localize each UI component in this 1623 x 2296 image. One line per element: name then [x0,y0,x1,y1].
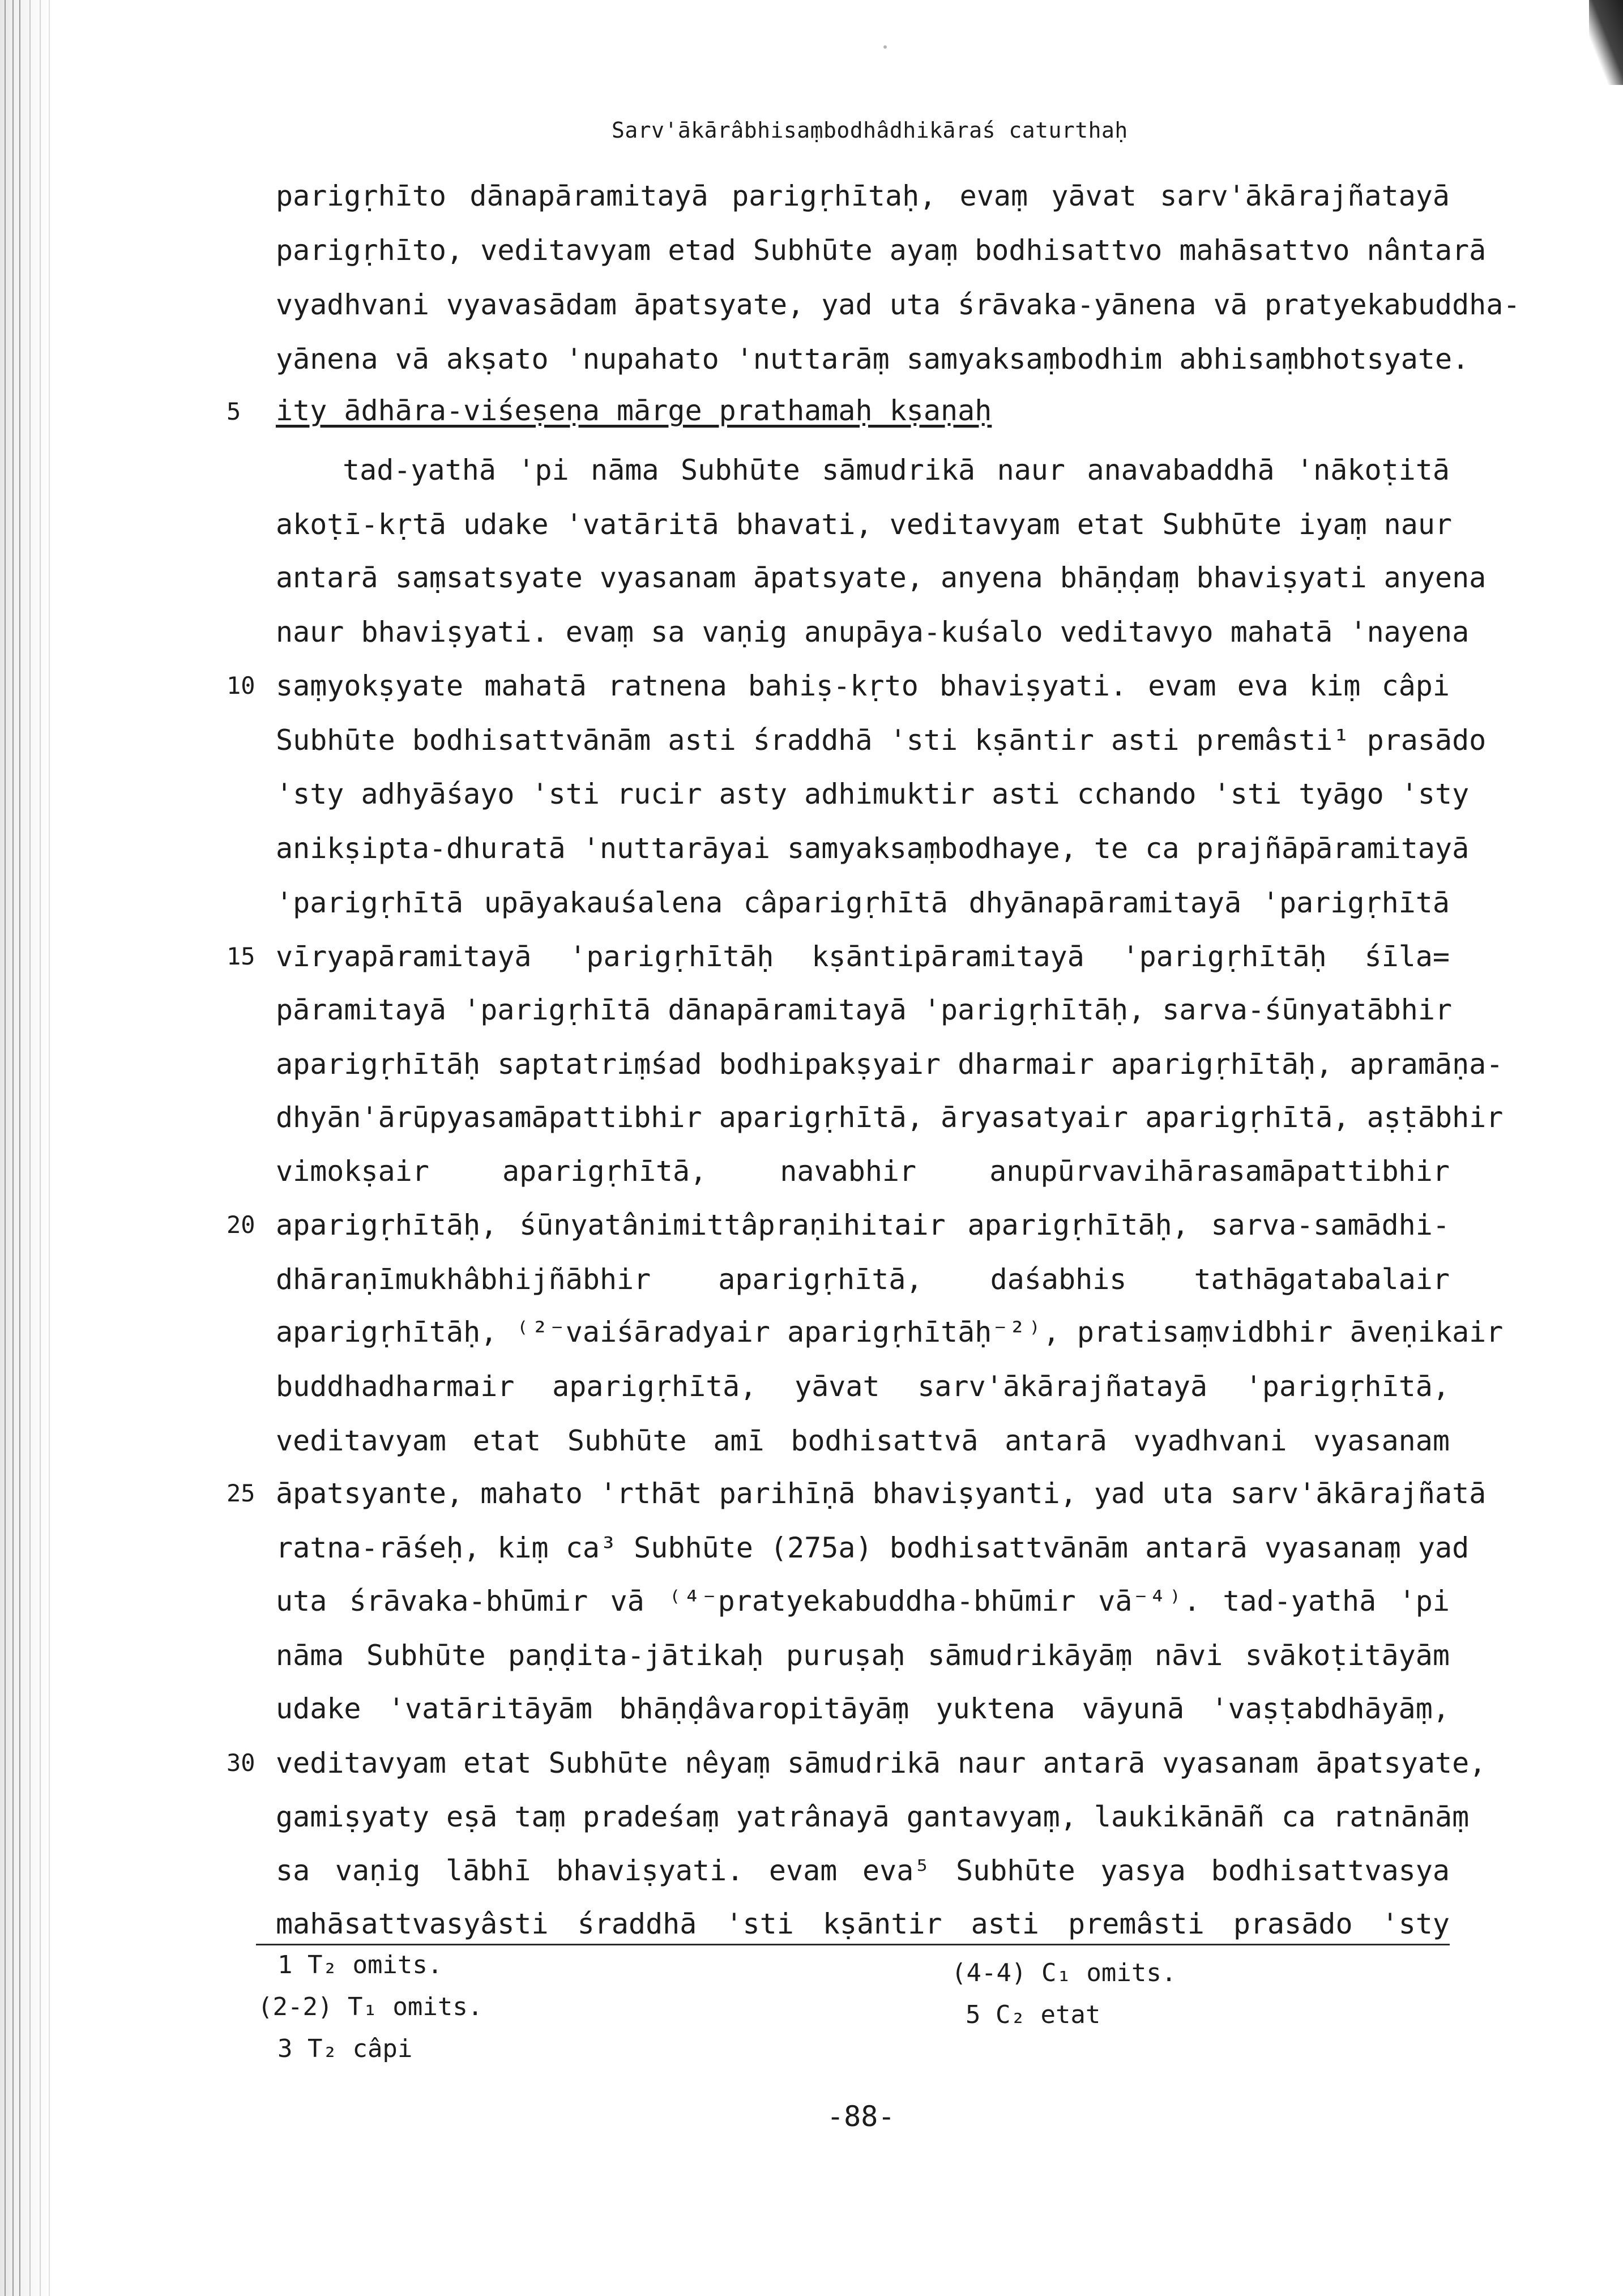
text-line: saṃyokṣyate mahatā ratnena bahiṣ-kṛto bhaviṣyati. evam eva kiṃ câpi [276,669,1450,702]
binding-line [19,0,20,2296]
binding-line [12,0,14,2296]
text-line: buddhadharmair aparigṛhītā, yāvat sarv'ākārajñatayā 'parigṛhītā, [276,1370,1450,1403]
text-line: nāma Subhūte paṇḍita-jātikaḥ puruṣaḥ sāmudrikāyāṃ nāvi svākoṭitāyām [276,1639,1450,1672]
text-line: aparigṛhītāḥ, śūnyatânimittâpraṇihitair aparigṛhītāḥ, sarva-samādhi- [276,1209,1450,1241]
text-line: parigṛhīto dānapāramitayā parigṛhītaḥ, evaṃ yāvat sarv'ākārajñatayā [276,180,1450,212]
footnote-rule [256,1944,1450,1945]
scan-speck [883,45,887,49]
text-line: anikṣipta-dhuratā 'nuttarāyai samyaksaṃbodhaye, te ca prajñāpāramitayā [276,832,1470,865]
text-line: parigṛhīto, veditavyam etad Subhūte ayaṃ bodhisattvo mahāsattvo nântarā [276,234,1487,267]
text-line: uta śrāvaka-bhūmir vā ⁽⁴⁻pratyekabuddha-bhūmir vā⁻⁴⁾. tad-yathā 'pi [276,1585,1450,1618]
text-line: akoṭī-kṛtā udake 'vatāritā bhavati, veditavyam etat Subhūte iyaṃ naur [276,508,1453,541]
text-line: veditavyam etat Subhūte nêyaṃ sāmudrikā naur antarā vyasanam āpatsyate, [276,1747,1487,1779]
running-head: Sarv'ākārâbhisaṃbodhâdhikāraś caturthaḥ [612,118,1128,143]
text-line: āpatsyante, mahato 'rthāt parihīṇā bhaviṣyanti, yad uta sarv'ākārajñatā [276,1477,1487,1510]
text-line: vimokṣair aparigṛhītā, navabhir anupūrvavihārasamāpattibhir [276,1155,1450,1188]
line-number: 25 [227,1479,255,1507]
binding-line [5,0,6,2296]
text-line: udake 'vatāritāyām bhāṇḍâvaropitāyāṃ yuktena vāyunā 'vaṣṭabdhāyāṃ, [276,1692,1450,1725]
line-number: 10 [227,672,255,699]
footnote: (2-2) T₁ omits. [258,1992,483,2021]
line-number: 30 [227,1749,255,1777]
scan-corner-mark [1589,0,1623,85]
binding-line [40,0,41,2296]
text-line: tad-yathā 'pi nāma Subhūte sāmudrikā naur anavabaddhā 'nākoṭitā [343,454,1450,486]
line-number: 20 [227,1211,255,1239]
text-line: 'sty adhyāśayo 'sti rucir asty adhimuktir asti cchando 'sti tyāgo 'sty [276,778,1470,810]
text-line: sa vaṇig lābhī bhaviṣyati. evam eva⁵ Subhūte yasya bodhisattvasya [276,1854,1450,1887]
footnote: (4-4) C₁ omits. [951,1958,1177,1987]
text-line: antarā saṃsatsyate vyasanam āpatsyate, anyena bhāṇḍaṃ bhaviṣyati anyena [276,561,1487,594]
binding-line [49,0,50,2296]
text-line: yānena vā akṣato 'nupahato 'nuttarāṃ samyaksaṃbodhim abhisaṃbhotsyate. [276,343,1470,375]
section-title: ity ādhāra-viśeṣeṇa mārge prathamaḥ kṣaṇaḥ [276,394,992,427]
text-line: mahāsattvasyâsti śraddhā 'sti kṣāntir asti premâsti prasādo 'sty [276,1907,1450,1940]
page-number: -88- [827,2100,895,2133]
binding-shadow [0,0,54,2296]
text-line: vyadhvani vyavasādam āpatsyate, yad uta śrāvaka-yānena vā pratyekabuddha- [276,288,1521,321]
text-line: aparigṛhītāḥ, ⁽²⁻vaiśāradyair aparigṛhītāḥ⁻²⁾, pratisaṃvidbhir āveṇikair [276,1316,1504,1348]
text-line: naur bhaviṣyati. evaṃ sa vaṇig anupāya-kuśalo veditavyo mahatā 'nayena [276,616,1470,648]
binding-line [29,0,31,2296]
footnote: 3 T₂ câpi [277,2034,413,2063]
text-line: pāramitayā 'parigṛhītā dānapāramitayā 'parigṛhītāḥ, sarva-śūnyatābhir [276,993,1453,1026]
footnote: 1 T₂ omits. [277,1951,443,1979]
text-line: aparigṛhītāḥ saptatriṃśad bodhipakṣyair dharmair aparigṛhītāḥ, apramāṇa- [276,1048,1504,1081]
text-line: Subhūte bodhisattvānām asti śraddhā 'sti kṣāntir asti premâsti¹ prasādo [276,724,1487,757]
line-number: 5 [227,398,241,425]
line-number: 15 [227,942,255,970]
text-line: 'parigṛhītā upāyakauśalena câparigṛhītā dhyānapāramitayā 'parigṛhītā [276,886,1450,919]
footnote: 5 C₂ etat [966,2000,1101,2029]
text-line: ratna-rāśeḥ, kiṃ ca³ Subhūte (275a) bodhisattvānām antarā vyasanaṃ yad [276,1531,1470,1564]
text-line: dhāraṇīmukhâbhijñābhir aparigṛhītā, daśabhis tathāgatabalair [276,1263,1450,1296]
text-line: dhyān'ārūpyasamāpattibhir aparigṛhītā, āryasatyair aparigṛhītā, aṣṭābhir [276,1101,1504,1134]
text-line: gamiṣyaty eṣā taṃ pradeśaṃ yatrânayā gantavyaṃ, laukikānāñ ca ratnānāṃ [276,1800,1470,1833]
text-line: veditavyam etat Subhūte amī bodhisattvā antarā vyadhvani vyasanam [276,1424,1450,1457]
text-line: vīryapāramitayā 'parigṛhītāḥ kṣāntipāramitayā 'parigṛhītāḥ śīla= [276,940,1450,973]
